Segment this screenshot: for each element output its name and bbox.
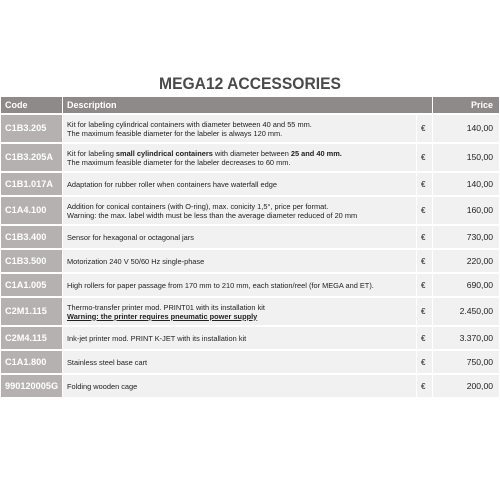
row-price: 160,00 (433, 197, 499, 224)
row-currency: € (417, 197, 433, 224)
row-price: 690,00 (433, 274, 499, 296)
row-currency: € (417, 226, 433, 248)
row-currency: € (417, 351, 433, 373)
description-text: Kit for labeling cylindrical containers with diameter between 40 and 55 mm. (67, 119, 312, 129)
row-code: C1B3.205A (1, 144, 63, 171)
row-currency: € (417, 250, 433, 272)
row-price: 200,00 (433, 375, 499, 397)
description-text: small cylindrical containers (115, 148, 213, 158)
description-text: Stainless steel base cart (67, 357, 148, 367)
table-row (1, 173, 499, 195)
table-row (1, 250, 499, 272)
header-price: Price (433, 97, 499, 113)
description-line (67, 303, 412, 312)
table-row (1, 327, 499, 349)
table-header-row (1, 97, 499, 113)
row-code: 990120005G (1, 375, 63, 397)
description-line (67, 129, 412, 138)
row-price: 220,00 (433, 250, 499, 272)
row-description (63, 144, 417, 171)
row-price: 140,00 (433, 173, 499, 195)
table-row (1, 351, 499, 373)
row-price: 2.450,00 (433, 298, 499, 325)
row-description (63, 173, 417, 195)
accessories-table (1, 95, 499, 399)
row-description (63, 250, 417, 272)
row-price: 150,00 (433, 144, 499, 171)
row-code: C1B3.400 (1, 226, 63, 248)
row-description (63, 226, 417, 248)
row-currency: € (417, 115, 433, 142)
description-line (67, 281, 412, 290)
row-currency: € (417, 274, 433, 296)
description-text: The maximum feasible diameter for the labeler is always 120 mm. (67, 128, 283, 138)
page-title: MEGA12 ACCESSORIES (159, 74, 341, 93)
row-currency: € (417, 375, 433, 397)
description-line (67, 149, 412, 158)
description-text: High rollers for paper passage from 170 mm to 210 mm, each station/reel (for MEGA and ET). (67, 280, 374, 290)
description-text: Thermo-transfer printer mod. PRINT01 with its installation kit (67, 302, 265, 312)
row-description (63, 327, 417, 349)
description-line (67, 211, 412, 220)
header-code: Code (1, 97, 63, 113)
header-description: Description (63, 97, 433, 113)
description-line (67, 158, 412, 167)
table-row (1, 144, 499, 171)
description-line (67, 180, 412, 189)
description-text: Warning: the printer requires pneumatic power supply (67, 311, 258, 321)
row-price: 140,00 (433, 115, 499, 142)
row-description (63, 197, 417, 224)
row-description (63, 298, 417, 325)
description-text: Sensor for hexagonal or octagonal jars (67, 232, 194, 242)
row-currency: € (417, 327, 433, 349)
row-price: 730,00 (433, 226, 499, 248)
description-text: with diameter between (212, 148, 291, 158)
row-code: C1B3.205 (1, 115, 63, 142)
row-currency: € (417, 298, 433, 325)
description-text: The maximum feasible diameter for the labeler decreases to 60 mm. (67, 157, 291, 167)
description-text: Folding wooden cage (67, 381, 138, 391)
row-description (63, 375, 417, 397)
description-text: Warning: the max. label width must be less than the average diameter reduced of 20 mm (67, 210, 358, 220)
description-text: Adaptation for rubber roller when containers have waterfall edge (67, 179, 277, 189)
table-row (1, 197, 499, 224)
description-line (67, 382, 412, 391)
description-line (67, 334, 412, 343)
description-line (67, 312, 412, 321)
description-text: Motorization 240 V 50/60 Hz single-phase (67, 256, 205, 266)
description-line (67, 233, 412, 242)
description-line (67, 202, 412, 211)
row-description (63, 274, 417, 296)
table-row (1, 115, 499, 142)
table-row (1, 226, 499, 248)
row-currency: € (417, 144, 433, 171)
row-price: 3.370,00 (433, 327, 499, 349)
row-description (63, 115, 417, 142)
row-code: C1A1.800 (1, 351, 63, 373)
description-text: Addition for conical containers (with O-ring), max. conicity 1,5°, price per format. (67, 201, 329, 211)
row-currency: € (417, 173, 433, 195)
row-code: C1A4.100 (1, 197, 63, 224)
table-row (1, 298, 499, 325)
row-code: C1A1.005 (1, 274, 63, 296)
description-text: Ink-jet printer mod. PRINT K-JET with its installation kit (67, 333, 247, 343)
table-row (1, 274, 499, 296)
row-description (63, 351, 417, 373)
description-text: 25 and 40 mm. (290, 148, 342, 158)
description-line (67, 120, 412, 129)
table-row (1, 375, 499, 397)
row-price: 750,00 (433, 351, 499, 373)
description-line (67, 257, 412, 266)
description-line (67, 358, 412, 367)
row-code: C2M4.115 (1, 327, 63, 349)
description-text: Kit for labeling (67, 148, 116, 158)
row-code: C2M1.115 (1, 298, 63, 325)
row-code: C1B3.500 (1, 250, 63, 272)
row-code: C1B1.017A (1, 173, 63, 195)
